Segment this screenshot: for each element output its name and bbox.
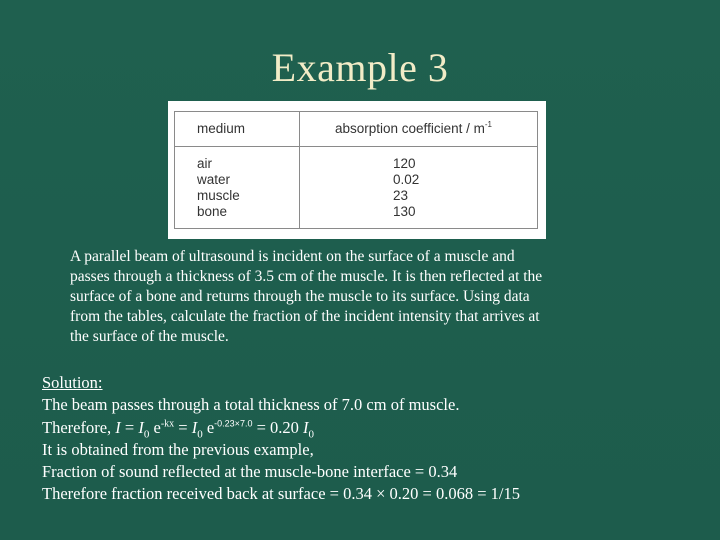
equation-exponential: e (149, 417, 161, 437)
problem-statement (70, 247, 690, 347)
equation-subscript: 0 (143, 427, 150, 440)
equation-initial-intensity: I (303, 417, 309, 437)
equation-initial-intensity: I (191, 417, 198, 437)
solution-equation (42, 417, 702, 439)
solution-line: Therefore fraction received back at surface = 0.34 × 0.20 = 0.068 = 1/15 (42, 484, 520, 504)
problem-line: the surface of the muscle. (70, 328, 229, 345)
equation-result: = 0.20 (252, 417, 304, 437)
solution-heading: Solution: (42, 373, 103, 392)
table-column-divider (299, 112, 300, 228)
problem-line: surface of a bone and returns through the muscle to its surface. Using data (70, 288, 530, 305)
table-coefficient-column (393, 156, 419, 220)
equation-exponent: -kx (160, 418, 175, 430)
equation-intensity: I (115, 417, 121, 437)
equation-exponent: -0.23×7.0 (214, 418, 253, 429)
equation-equals: = (174, 417, 192, 437)
table-header-divider (175, 146, 537, 147)
table-cell-coefficient: 120 (393, 156, 416, 171)
solution-line: The beam passes through a total thickness of 7.0 cm of muscle. (42, 395, 460, 415)
table-cell-coefficient: 130 (393, 204, 416, 219)
table-header-unit-exponent: -1 (484, 120, 492, 129)
solution-line: Fraction of sound reflected at the muscle-bone interface = 0.34 (42, 462, 458, 482)
table-frame (174, 111, 538, 229)
equation-subscript: 0 (308, 427, 315, 440)
table-header-coefficient-text: absorption coefficient / m (335, 121, 485, 136)
equation-exponential: e (202, 417, 215, 437)
table-cell-medium: muscle (197, 188, 240, 203)
solution-block (42, 372, 702, 506)
table-header-coefficient (335, 121, 492, 136)
equation-initial-intensity: I (138, 417, 144, 437)
table-cell-medium: water (197, 172, 231, 187)
table-medium-column (197, 156, 240, 220)
slide-title: Example 3 (271, 45, 449, 90)
table-cell-coefficient: 0.02 (393, 172, 420, 187)
equation-prefix: Therefore, (42, 417, 116, 437)
equation-equals: = (120, 417, 139, 437)
table-cell-medium: bone (197, 204, 228, 219)
table-cell-medium: air (197, 156, 213, 171)
absorption-table (168, 101, 546, 239)
solution-line: It is obtained from the previous example, (42, 439, 314, 459)
equation-subscript: 0 (197, 427, 203, 440)
problem-line: A parallel beam of ultrasound is incident on the surface of a muscle and (70, 248, 515, 265)
table-header-medium: medium (197, 121, 246, 136)
problem-line: from the tables, calculate the fraction of the incident intensity that arrives at (70, 308, 540, 325)
table-cell-coefficient: 23 (393, 188, 409, 203)
problem-line: passes through a thickness of 3.5 cm of the muscle. It is then reflected at the (70, 268, 543, 285)
